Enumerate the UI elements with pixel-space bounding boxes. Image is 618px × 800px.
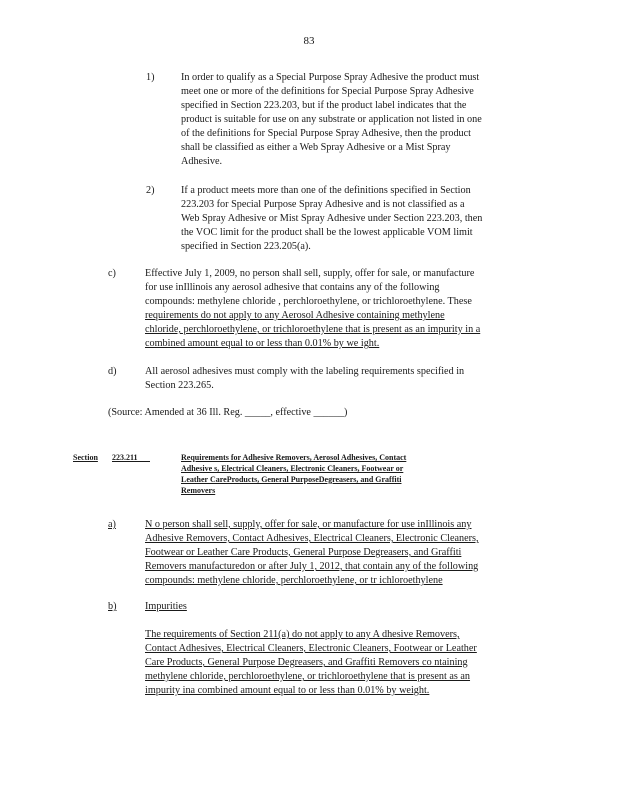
text-line: the VOC limit for the product shall be the lowest applicable VOM limit — [181, 227, 473, 238]
section-title-line: Leather CareProducts, General PurposeDegreasers, and Graffiti — [181, 475, 402, 484]
text-line: 223.203 for Special Purpose Spray Adhesive and is not classified as a — [181, 199, 465, 210]
text-line: All aerosol adhesives must comply with the labeling requirements specified in — [145, 366, 465, 377]
text-line: specified in Section 223.203, but if the product label indicates that the — [181, 100, 467, 111]
item-d-label: d) — [108, 366, 117, 377]
text-line: Section 223.265. — [145, 380, 214, 391]
item-b-label: b) — [108, 601, 117, 612]
text-line: methylene chloride, perchloroethylene, or trichloroethylene that is present as an — [145, 671, 471, 682]
item-a-label: a) — [108, 519, 116, 530]
inserted-text-line: chloride, perchloroethylene, or trichloroethylene that is present as an impurity in a — [145, 324, 481, 335]
section-number-rule — [112, 461, 150, 462]
section-title — [181, 452, 521, 496]
item-a-text — [145, 518, 537, 588]
item-2-label: 2) — [146, 185, 155, 196]
text-line: of the definitions for Special Purpose Spray Adhesive, then the product — [181, 128, 471, 139]
source-note: (Source: Amended at 36 Ill. Reg. _____, effective ______) — [108, 407, 348, 418]
text-line: The requirements of Section 211(a) do not apply to any A dhesive Removers, — [145, 629, 460, 640]
item-c-label: c) — [108, 268, 116, 279]
text-line: compounds: methylene chloride , perchloroethylene, or trichloroethylene. These — [145, 296, 472, 307]
section-label: Section — [73, 453, 98, 462]
text-line: for use inIllinois any aerosol adhesive that contains any of the following — [145, 282, 440, 293]
text-line: N o person shall sell, supply, offer for sale, or manufacture for use inIllinois any — [145, 519, 472, 530]
inserted-text-line: combined amount equal to or less than 0.01% by we ight. — [145, 338, 380, 349]
text-line: Contact Adhesives, Electrical Cleaners, Electronic Cleaners, Footwear or Leather — [145, 643, 477, 654]
text-line: meet one or more of the definitions for Special Purpose Spray Adhesive — [181, 86, 474, 97]
item-c-text — [145, 267, 545, 351]
section-title-line: Adhesive s, Electrical Cleaners, Electronic Cleaners, Footwear or — [181, 464, 404, 473]
item-b-heading: Impurities — [145, 601, 187, 612]
item-1-label: 1) — [146, 72, 155, 83]
text-line: impurity ina combined amount equal to or less than 0.01% by weight. — [145, 685, 430, 696]
text-line: Web Spray Adhesive or Mist Spray Adhesive under Section 223.203, then — [181, 213, 483, 224]
text-line: If a product meets more than one of the definitions specified in Section — [181, 185, 471, 196]
item-2-text — [181, 184, 533, 254]
section-title-line: Requirements for Adhesive Removers, Aerosol Adhesives, Contact — [181, 453, 407, 462]
page-number: 83 — [303, 35, 315, 47]
item-d-text — [145, 365, 545, 393]
section-number: 223.211 — [112, 453, 138, 462]
text-line: Care Products, General Purpose Degreasers, and Graffiti Removers co ntaining — [145, 657, 468, 668]
inserted-text-line: requirements do not apply to any Aerosol Adhesive containing methylene — [145, 310, 445, 321]
section-title-line: Removers — [181, 486, 216, 495]
text-line: Adhesive. — [181, 156, 223, 167]
text-line: In order to qualify as a Special Purpose Spray Adhesive the product must — [181, 72, 480, 83]
text-line: shall be classified as either a Web Spray Adhesive or a Mist Spray — [181, 142, 451, 153]
text-line: compounds: methylene chloride, perchloroethylene, or tr ichloroethylene — [145, 575, 443, 586]
text-line: Effective July 1, 2009, no person shall sell, supply, offer for sale, or manufacture — [145, 268, 475, 279]
item-b-text — [145, 628, 537, 698]
text-line: product is suitable for use on any substrate or application not listed in one — [181, 114, 482, 125]
item-1-text — [181, 71, 533, 169]
text-line: Adhesive Removers, Contact Adhesives, Electrical Cleaners, Electronic Cleaners, — [145, 533, 479, 544]
text-line: Removers manufacturedon or after July 1, 2012, that contain any of the following — [145, 561, 479, 572]
text-line: specified in Section 223.205(a). — [181, 241, 311, 252]
text-line: Footwear or Leather Care Products, General Purpose Degreasers, and Graffiti — [145, 547, 462, 558]
